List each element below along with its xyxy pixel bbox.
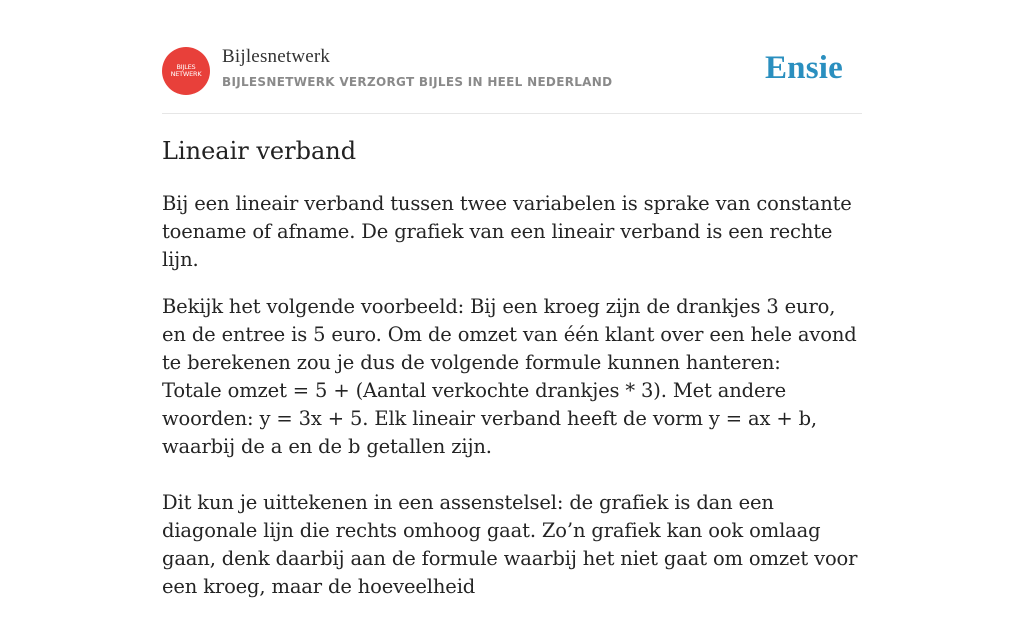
page-title: Lineair verband <box>162 137 357 165</box>
bijlesnetwerk-logo[interactable] <box>162 47 210 95</box>
paragraph-intro: Bij een lineair verband tussen twee variabelen is sprake van constante toename of afname. De grafiek van een lineair verband is een rechte lijn. <box>162 192 852 271</box>
spacer <box>162 461 862 489</box>
header <box>162 46 862 96</box>
paragraph-example-text: Bekijk het volgende voorbeeld: Bij een kroeg zijn de drankjes 3 euro, en de entree is 5 euro. Om de omzet van één klant over een hele avond te berekenen zou je dus de volgende formule kunnen hanteren: <box>162 295 857 374</box>
brand-name[interactable]: Bijlesnetwerk <box>222 46 331 67</box>
article-body <box>162 190 862 620</box>
paragraph-example <box>162 293 862 461</box>
brand-tagline: BIJLESNETWERK VERZORGT BIJLES IN HEEL NEDERLAND <box>222 75 613 89</box>
paragraph-graph: Dit kun je uittekenen in een assenstelsel: de grafiek is dan een diagonale lijn die rechts omhoog gaat. Zo’n grafiek kan ook omlaag gaan, denk daarbij aan de formule waarbij het niet gaat om omzet voor een kroeg, maar de hoeveelheid <box>162 491 858 598</box>
header-divider <box>162 113 862 114</box>
ensie-logo[interactable]: Ensie <box>764 50 843 86</box>
logo-text-line1: BIJLES <box>176 63 196 71</box>
paragraph-example-formula: Totale omzet = 5 + (Aantal verkochte drankjes * 3). Met andere woorden: y = 3x + 5. Elk lineair verband heeft de vorm y = ax + b, waarbij de a en de b getallen zijn. <box>162 379 817 458</box>
logo-text-line2: NETWERK <box>170 70 202 78</box>
